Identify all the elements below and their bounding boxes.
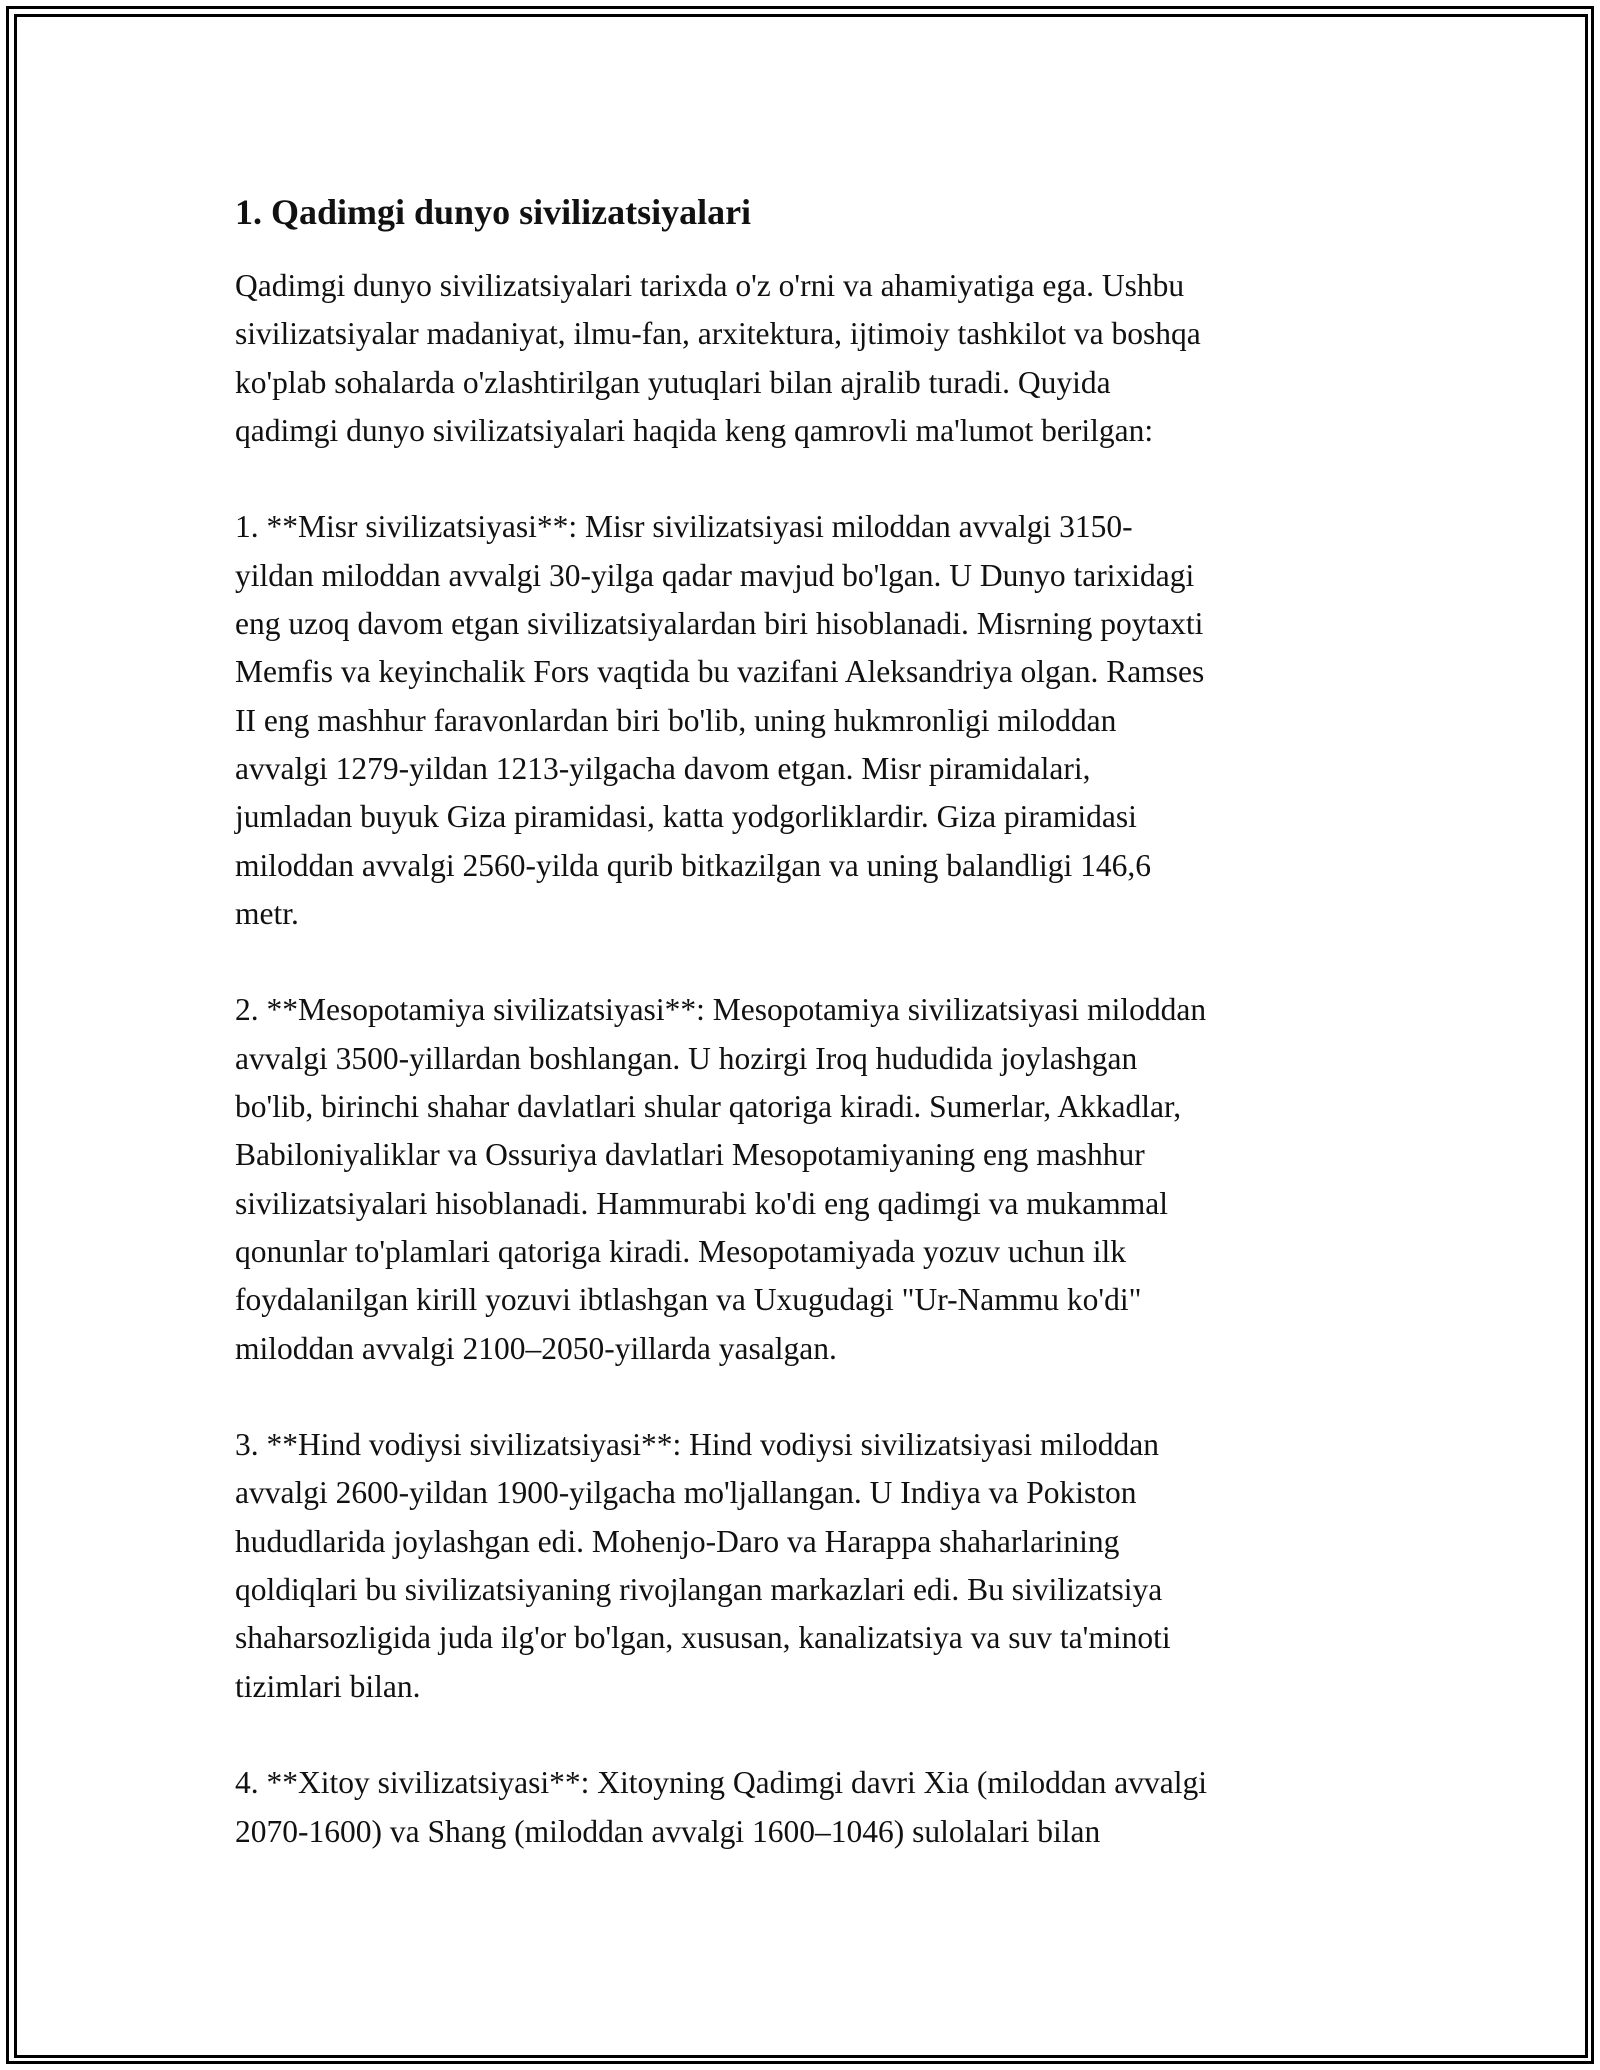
text-line: 2. **Mesopotamiya sivilizatsiyasi**: Mesopotamiya sivilizatsiyasi miloddan: [235, 992, 1207, 1028]
text-line: miloddan avvalgi 2560-yilda qurib bitkazilgan va uning balandligi 146,6: [235, 847, 1151, 883]
text-line: qonunlar to'plamlari qatoriga kiradi. Mesopotamiyada yozuv uchun ilk: [235, 1233, 1126, 1269]
text-line: sivilizatsiyalar madaniyat, ilmu-fan, arxitektura, ijtimoiy tashkilot va boshqa: [235, 316, 1201, 352]
text-line: avvalgi 1279-yildan 1213-yilgacha davom etgan. Misr piramidalari,: [235, 750, 1091, 786]
text-line: metr.: [235, 895, 299, 931]
text-line: avvalgi 3500-yillardan boshlangan. U hozirgi Iroq hududida joylashgan: [235, 1040, 1138, 1076]
text-line: 4. **Xitoy sivilizatsiyasi**: Xitoyning Qadimgi davri Xia (miloddan avvalgi: [235, 1765, 1207, 1801]
egypt-paragraph: [235, 503, 1375, 938]
text-line: Qadimgi dunyo sivilizatsiyalari tarixda o'z o'rni va ahamiyatiga ega. Ushbu: [235, 268, 1185, 303]
text-line: sivilizatsiyalari hisoblanadi. Hammurabi ko'di eng qadimgi va mukammal: [235, 1185, 1168, 1221]
text-line: 3. **Hind vodiysi sivilizatsiyasi**: Hind vodiysi sivilizatsiyasi miloddan: [235, 1427, 1159, 1463]
text-line: shaharsozligida juda ilg'or bo'lgan, xususan, kanalizatsiya va suv ta'minoti: [235, 1620, 1171, 1656]
china-paragraph: [235, 1759, 1375, 1856]
document-heading: 1. Qadimgi dunyo sivilizatsiyalari: [235, 192, 752, 232]
intro-paragraph: [235, 262, 1375, 455]
text-line: miloddan avvalgi 2100–2050-yillarda yasalgan.: [235, 1330, 837, 1366]
document-body: [235, 188, 1375, 1904]
text-line: 1. **Misr sivilizatsiyasi**: Misr sivilizatsiyasi miloddan avvalgi 3150-: [235, 509, 1133, 545]
text-line: II eng mashhur faravonlardan biri bo'lib, uning hukmronligi miloddan: [235, 702, 1117, 738]
text-line: ko'plab sohalarda o'zlashtirilgan yutuqlari bilan ajralib turadi. Quyida: [235, 364, 1111, 400]
text-line: bo'lib, birinchi shahar davlatlari shular qatoriga kiradi. Sumerlar, Akkadlar,: [235, 1089, 1182, 1125]
text-line: 2070-1600) va Shang (miloddan avvalgi 1600–1046) sulolalari bilan: [235, 1813, 1101, 1849]
text-line: jumladan buyuk Giza piramidasi, katta yodgorliklardir. Giza piramidasi: [235, 799, 1137, 835]
text-line: eng uzoq davom etgan sivilizatsiyalardan biri hisoblanadi. Misrning poytaxti: [235, 606, 1204, 642]
text-line: avvalgi 2600-yildan 1900-yilgacha mo'ljallangan. U Indiya va Pokiston: [235, 1475, 1137, 1511]
text-line: qadimgi dunyo sivilizatsiyalari haqida keng qamrovli ma'lumot berilgan:: [235, 412, 1154, 448]
text-line: qoldiqlari bu sivilizatsiyaning rivojlangan markazlari edi. Bu sivilizatsiya: [235, 1572, 1163, 1608]
text-line: yildan miloddan avvalgi 30-yilga qadar mavjud bo'lgan. U Dunyo tarixidagi: [235, 557, 1195, 593]
text-line: tizimlari bilan.: [235, 1668, 421, 1704]
text-line: foydalanilgan kirill yozuvi ibtlashgan va Uxugudagi "Ur-Nammu ko'di": [235, 1282, 1142, 1318]
text-line: hududlarida joylashgan edi. Mohenjo-Daro va Harappa shaharlarining: [235, 1523, 1120, 1559]
text-line: Babiloniyaliklar va Ossuriya davlatlari Mesopotamiyaning eng mashhur: [235, 1137, 1145, 1173]
text-line: Memfis va keyinchalik Fors vaqtida bu vazifani Aleksandriya olgan. Ramses: [235, 654, 1205, 690]
mesopotamia-paragraph: [235, 986, 1375, 1372]
indus-paragraph: [235, 1421, 1375, 1711]
